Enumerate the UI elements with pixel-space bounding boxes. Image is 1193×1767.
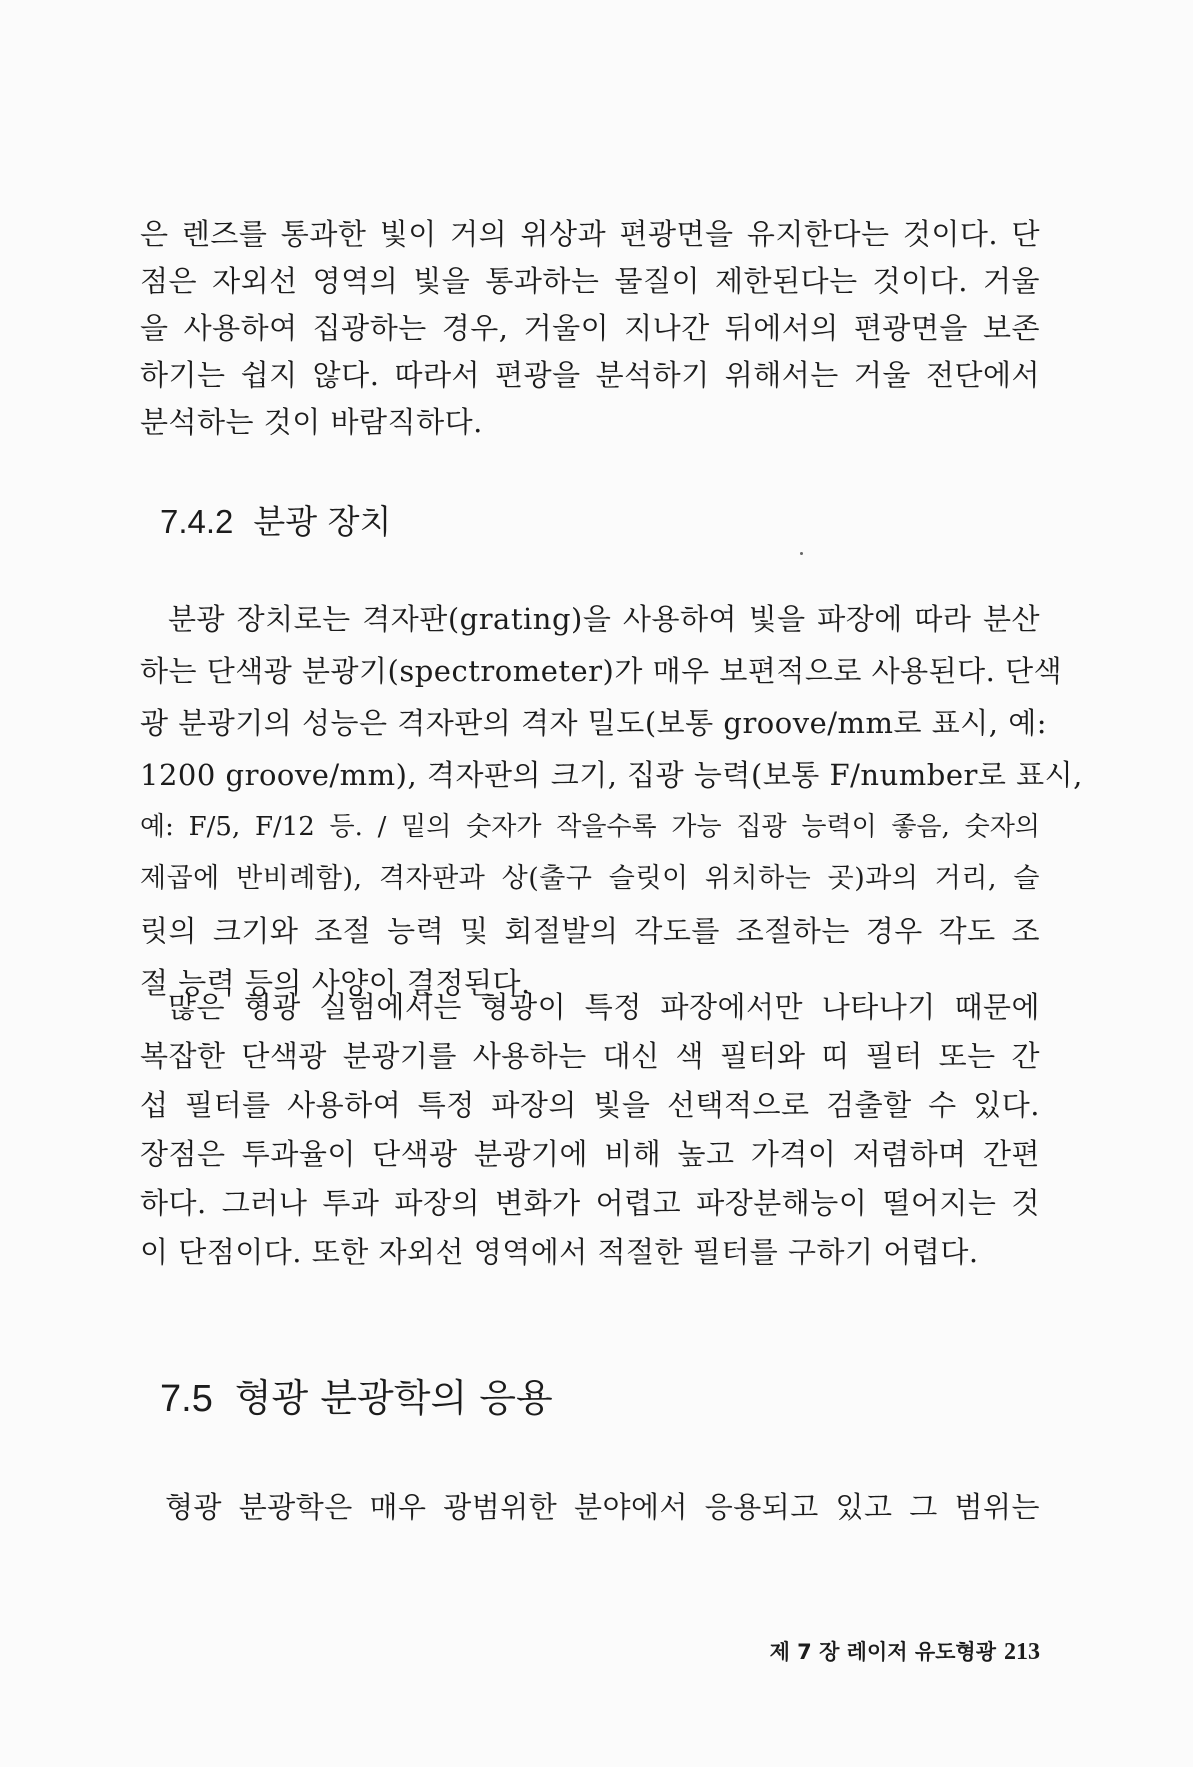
text-line: 분석하는 것이 바람직하다. <box>140 405 483 439</box>
section-heading-7-4-2 <box>160 500 391 544</box>
text-line: 제곱에 반비례함), 격자판과 상(출구 슬릿이 위치하는 곳)과의 거리, 슬 <box>140 863 1040 894</box>
text-line: 이 단점이다. 또한 자외선 영역에서 적절한 필터를 구하기 어렵다. <box>140 1235 979 1269</box>
chapter-title: 제 7 장 레이저 유도형광 <box>769 1640 996 1664</box>
text-line: 점은 자외선 영역의 빛을 통과하는 물질이 제한된다는 것이다. 거울 <box>140 264 1040 298</box>
text-line: 1200 groove/mm), 격자판의 크기, 집광 능력(보통 F/number로 표시, <box>140 758 1083 792</box>
paragraph-applications <box>165 1483 1040 1531</box>
section-number: 7.5 <box>160 1378 213 1420</box>
text-line: 형광 분광학은 매우 광범위한 분야에서 응용되고 있고 그 범위는 <box>165 1490 1040 1524</box>
text-line: 하다. 그러나 투과 파장의 변화가 어렵고 파장분해능이 떨어지는 것 <box>140 1186 1040 1220</box>
text-line: 장점은 투과율이 단색광 분광기에 비해 높고 가격이 저렴하며 간편 <box>140 1137 1040 1171</box>
text-line: 섭 필터를 사용하여 특정 파장의 빛을 선택적으로 검출할 수 있다. <box>140 1088 1040 1122</box>
text-line: 하는 단색광 분광기(spectrometer)가 매우 보편적으로 사용된다. 단색 <box>140 654 1063 688</box>
text-line: 절 능력 등의 사양이 결정된다. <box>140 966 531 1000</box>
section-number: 7.4.2 <box>160 503 234 540</box>
paragraph-lens-vs-mirror <box>140 210 1040 445</box>
text-line: 예: F/5, F/12 등. / 밑의 숫자가 작을수록 가능 집광 능력이 좋음, 숫자의 <box>140 812 1040 842</box>
scan-speck <box>800 552 803 555</box>
text-line: 많은 형광 실험에서는 형광이 특정 파장에서만 나타나기 때문에 <box>168 990 1040 1024</box>
text-line: 을 사용하여 집광하는 경우, 거울이 지나간 뒤에서의 편광면을 보존 <box>140 311 1040 345</box>
paragraph-spectrometer <box>140 593 1083 1009</box>
text-line: 분광 장치로는 격자판(grating)을 사용하여 빛을 파장에 따라 분산 <box>168 602 1040 636</box>
paragraph-filters <box>140 983 1040 1277</box>
page-footer <box>620 1637 1040 1667</box>
text-line: 은 렌즈를 통과한 빛이 거의 위상과 편광면을 유지한다는 것이다. 단 <box>140 217 1040 251</box>
text-line: 릿의 크기와 조절 능력 및 회절발의 각도를 조절하는 경우 각도 조 <box>140 914 1040 948</box>
section-title: 분광 장치 <box>253 502 392 541</box>
text-line: 복잡한 단색광 분광기를 사용하는 대신 색 필터와 띠 필터 또는 간 <box>140 1039 1040 1073</box>
text-line: 광 분광기의 성능은 격자판의 격자 밀도(보통 groove/mm로 표시, 예: <box>140 706 1048 740</box>
section-heading-7-5 <box>160 1373 553 1424</box>
section-title: 형광 분광학의 응용 <box>234 1376 553 1420</box>
text-line: 하기는 쉽지 않다. 따라서 편광을 분석하기 위해서는 거울 전단에서 <box>140 358 1040 392</box>
page-number: 213 <box>1004 1639 1040 1665</box>
